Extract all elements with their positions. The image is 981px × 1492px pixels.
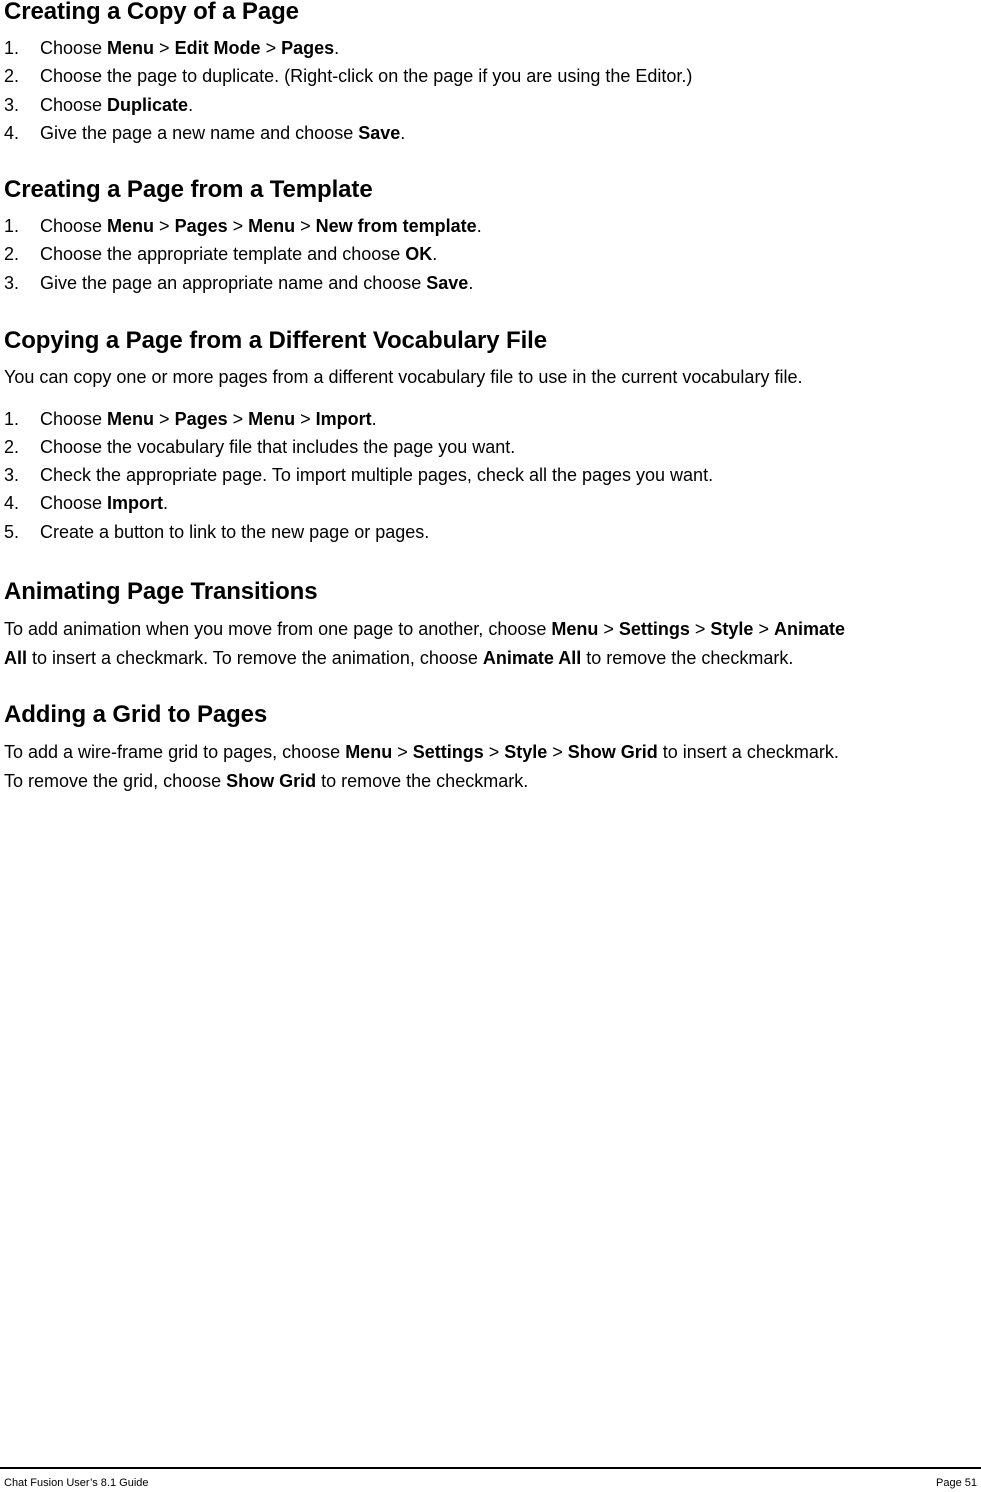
footer-divider: [0, 1467, 981, 1469]
list-item: 4. Give the page a new name and choose Save.: [4, 122, 406, 143]
list-item: 2. Choose the vocabulary file that includes the page you want.: [4, 436, 516, 457]
list-item: 2. Choose the page to duplicate. (Right-click on the page if you are using the Editor.): [4, 66, 693, 87]
section-intro: You can copy one or more pages from a different vocabulary file to use in the current vocabulary file.: [4, 367, 803, 387]
list-item: 3. Give the page an appropriate name and choose Save.: [4, 272, 474, 293]
list-item: 1. Choose Menu > Pages > Menu > New from template.: [4, 216, 482, 236]
steps-list: [4, 212, 974, 297]
footer-page-number: Page 51: [936, 1477, 977, 1489]
list-item: 3. Check the appropriate page. To import multiple pages, check all the pages you want.: [4, 465, 714, 486]
steps-list: [4, 34, 974, 147]
section-body: To add a wire-frame grid to pages, choose Menu > Settings > Style > Show Grid to insert a checkmark. To remove the grid, choose Show Grid to remove the checkmark.: [4, 742, 839, 791]
section-animating-transitions: [4, 580, 974, 672]
list-item: 1. Choose Menu > Pages > Menu > Import.: [4, 408, 377, 429]
section-adding-grid: [4, 703, 974, 795]
section-copy-from-vocab-file: [4, 329, 974, 546]
section-page-from-template: [4, 178, 974, 297]
section-body: To add animation when you move from one page to another, choose Menu > Settings > Style > Animate All to insert a checkmark. To remove the animation, choose Animate All to remove the checkmark.: [4, 619, 845, 668]
section-heading: Creating a Page from a Template: [4, 176, 373, 203]
list-item: 4. Choose Import.: [4, 493, 169, 514]
list-item: 2. Choose the appropriate template and choose OK.: [4, 244, 438, 265]
footer-guide-title: Chat Fusion User’s 8.1 Guide: [4, 1477, 149, 1489]
section-copy-page: [4, 0, 974, 147]
list-item: 1. Choose Menu > Edit Mode > Pages.: [4, 38, 340, 58]
section-heading: Creating a Copy of a Page: [4, 0, 299, 25]
section-heading: Copying a Page from a Different Vocabulary File: [4, 327, 547, 354]
section-heading: Adding a Grid to Pages: [4, 701, 268, 728]
section-heading: Animating Page Transitions: [4, 578, 318, 605]
steps-list: [4, 405, 974, 546]
list-item: 3. Choose Duplicate.: [4, 94, 194, 115]
list-item: 5. Create a button to link to the new page or pages.: [4, 521, 430, 542]
